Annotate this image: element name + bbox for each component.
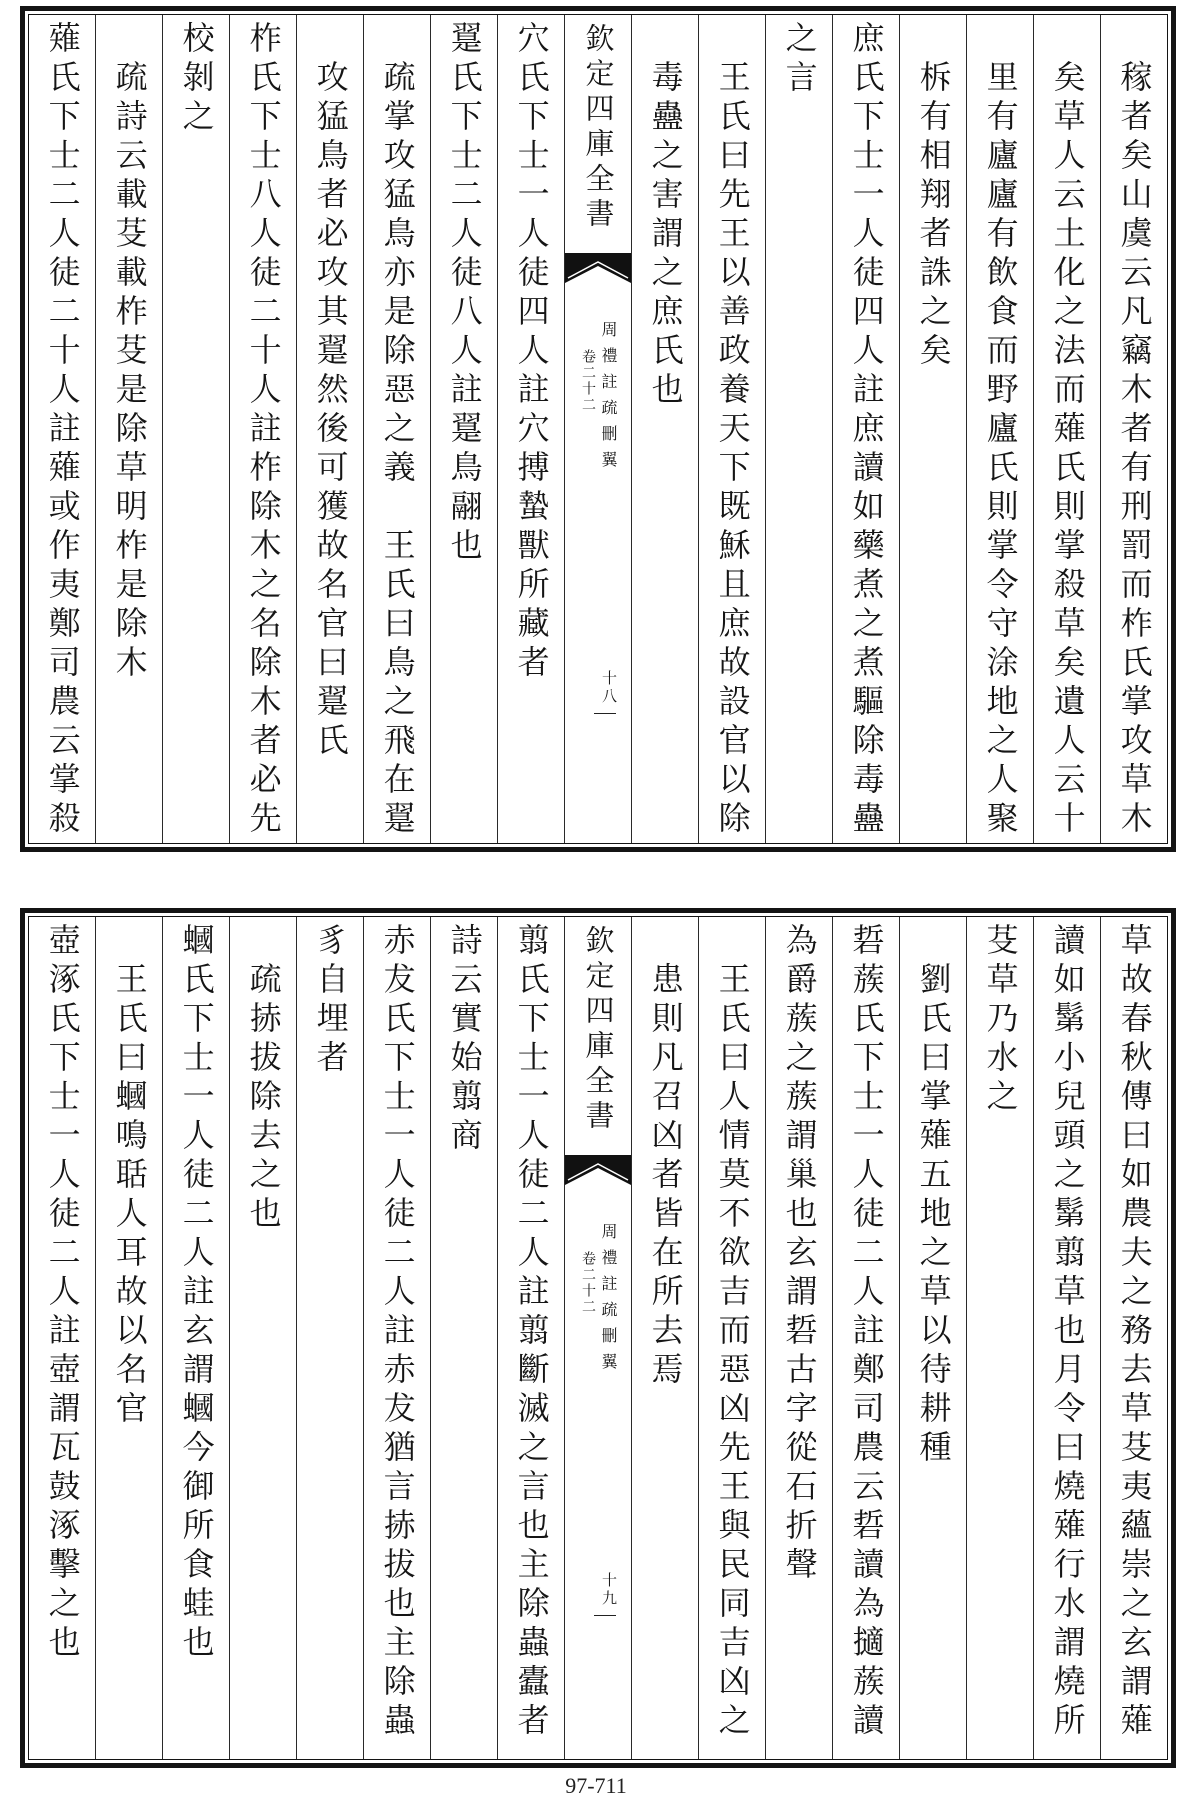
column-text: 翨氏下士二人徒八人註翨鳥翮也 <box>445 21 484 567</box>
text-column <box>430 917 497 1759</box>
column-text: 草故春秋傳曰如農夫之務去草芟夷蘊崇之玄謂薙 <box>1115 923 1154 1742</box>
column-text: 之言 <box>780 21 819 99</box>
text-frame <box>28 14 1168 844</box>
text-column <box>296 917 363 1759</box>
column-text: 庶氏下士一人徒四人註庶讀如藥煮之煮驅除毒蠱 <box>847 21 886 840</box>
text-column <box>29 15 95 843</box>
text-column <box>765 15 832 843</box>
fold-series-title: 欽定四庫全書 <box>581 23 616 233</box>
column-text: 蟈氏下士一人徒二人註玄謂蟈今御所食蛙也 <box>177 923 216 1664</box>
text-column <box>698 15 765 843</box>
column-text: 稼者矣山虞云凡竊木者有刑罰而柞氏掌攻草木 <box>1115 60 1154 840</box>
fold-leaf-number: 十九 <box>600 1572 618 1608</box>
text-column <box>698 917 765 1759</box>
bottom-leaf-panel <box>20 908 1176 1768</box>
fold-rule <box>594 1615 616 1616</box>
text-column <box>832 917 899 1759</box>
text-column <box>631 917 698 1759</box>
column-text: 芟草乃水之 <box>981 923 1020 1118</box>
column-text: 矣草人云土化之法而薙氏則掌殺草矣遺人云十 <box>1048 60 1087 840</box>
text-column <box>162 917 229 1759</box>
column-text: 豸自埋者 <box>311 923 350 1079</box>
fold-book-title: 周禮註疏刪翼 <box>599 1223 618 1379</box>
text-column <box>229 15 296 843</box>
column-text: 為爵蔟之蔟謂巢也玄謂硩古字從石折聲 <box>780 923 819 1586</box>
fishtail-mark <box>565 1155 631 1187</box>
text-column <box>765 917 832 1759</box>
top-leaf-panel <box>20 6 1176 852</box>
fold-juan-number: 卷二十二 <box>580 1251 596 1315</box>
text-column <box>95 917 162 1759</box>
column-text: 王氏曰人情莫不欲吉而惡凶先王與民同吉凶之 <box>713 962 752 1742</box>
text-column <box>966 15 1033 843</box>
text-column <box>95 15 162 843</box>
text-frame <box>28 916 1168 1760</box>
text-column <box>631 15 698 843</box>
column-text: 里有廬廬有飲食而野廬氏則掌令守涂地之人聚 <box>981 60 1020 840</box>
column-text: 壺涿氏下士一人徒二人註壺謂瓦鼓涿擊之也 <box>43 923 82 1664</box>
text-column <box>1033 15 1100 843</box>
column-text: 疏掌攻猛鳥亦是除惡之義 王氏曰鳥之飛在翨 <box>378 60 417 840</box>
column-text: 疏詩云載芟載柞芟是除草明柞是除木 <box>110 60 149 684</box>
fold-column <box>564 917 631 1759</box>
column-text: 薙氏下士二人徒二十人註薙或作夷鄭司農云掌殺 <box>43 21 82 840</box>
text-column <box>229 917 296 1759</box>
text-column <box>832 15 899 843</box>
column-text: 疏捇拔除去之也 <box>244 962 283 1235</box>
column-text: 詩云實始翦商 <box>445 923 484 1157</box>
fold-leaf-number: 十八 <box>600 670 618 706</box>
page-number: 97-711 <box>565 1773 627 1798</box>
column-text: 王氏曰先王以善政養天下既穌且庶故設官以除 <box>713 60 752 840</box>
fold-series-title: 欽定四庫全書 <box>581 925 616 1135</box>
column-text: 患則凡召凶者皆在所去焉 <box>646 962 685 1391</box>
column-text: 穴氏下士一人徒四人註穴搏蟄獸所藏者 <box>512 21 551 684</box>
column-text: 毒蠱之害謂之庶氏也 <box>646 60 685 411</box>
text-column <box>899 917 966 1759</box>
column-text: 赤犮氏下士一人徒二人註赤犮猶言捇拔也主除蟲 <box>378 923 417 1742</box>
fishtail-mark <box>565 253 631 285</box>
fold-column <box>564 15 631 843</box>
text-column <box>296 15 363 843</box>
text-column <box>497 917 564 1759</box>
column-text: 劉氏曰掌薙五地之草以待耕種 <box>914 962 953 1469</box>
fold-book-title: 周禮註疏刪翼 <box>599 321 618 477</box>
fold-rule <box>594 713 616 714</box>
column-text: 攻猛鳥者必攻其翨然後可獲故名官曰翨氏 <box>311 60 350 762</box>
text-column <box>497 15 564 843</box>
column-text: 柞氏下士八人徒二十人註柞除木之名除木者必先 <box>244 21 283 840</box>
column-text: 讀如鬀小兒頭之鬀翦草也月令曰燒薙行水謂燒所 <box>1048 923 1087 1742</box>
text-column <box>1100 917 1167 1759</box>
column-text: 翦氏下士一人徒二人註翦斷滅之言也主除蟲蠹者 <box>512 923 551 1742</box>
column-text: 硩蔟氏下士一人徒二人註鄭司農云硩讀為擿蔟讀 <box>847 923 886 1742</box>
text-column <box>29 917 95 1759</box>
text-column <box>966 917 1033 1759</box>
text-column <box>363 15 430 843</box>
column-text: 王氏曰蟈鳴聒人耳故以名官 <box>110 962 149 1430</box>
fold-juan-number: 卷二十二 <box>580 349 596 413</box>
text-column <box>430 15 497 843</box>
text-column <box>899 15 966 843</box>
text-column <box>162 15 229 843</box>
text-column <box>1033 917 1100 1759</box>
column-text: 校剝之 <box>177 21 216 138</box>
text-column <box>363 917 430 1759</box>
text-column <box>1100 15 1167 843</box>
column-text: 柝有相翔者誅之矣 <box>914 60 953 372</box>
